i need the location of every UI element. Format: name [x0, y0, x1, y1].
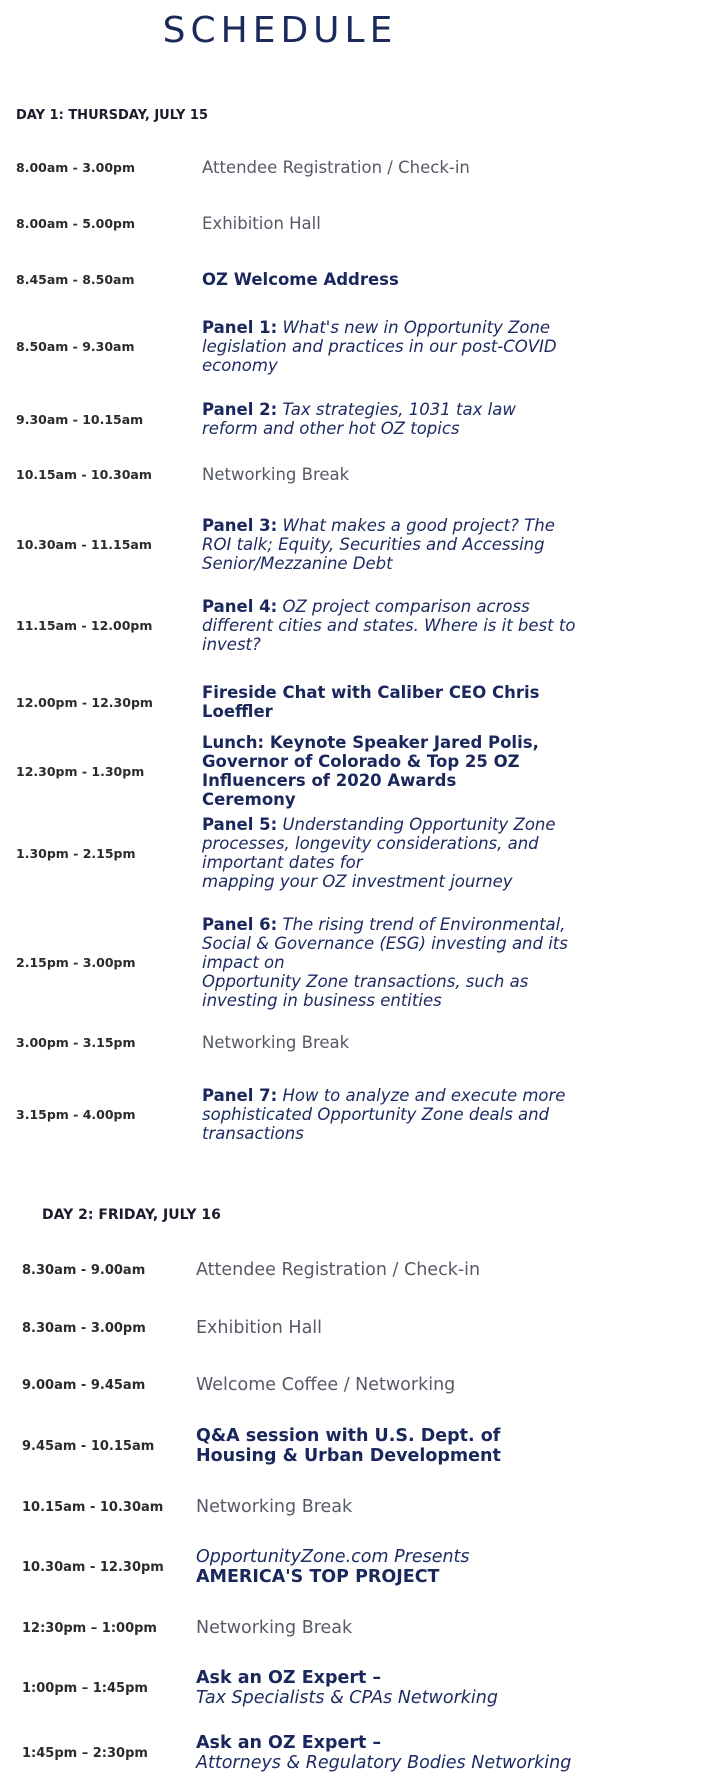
row-time: 3.00pm - 3.15pm: [16, 1035, 136, 1050]
schedule-row: [22, 1260, 642, 1280]
panel-description: OZ project comparison across different cities and states. Where is it best to invest?: [202, 597, 576, 654]
row-time: 10.15am - 10.30am: [16, 467, 152, 482]
row-time: 8.30am - 3.00pm: [22, 1320, 146, 1336]
row-time: 11.15am - 12.00pm: [16, 618, 153, 633]
row-time: 12.30pm - 1.30pm: [16, 763, 145, 779]
schedule-row: [22, 1426, 642, 1466]
schedule-row: [22, 1668, 642, 1708]
row-activity: Networking Break: [202, 1033, 350, 1052]
schedule-row: [22, 1547, 642, 1587]
row-activity: Networking Break: [196, 1497, 353, 1517]
schedule-row: [22, 1318, 642, 1338]
row-activity: Attendee Registration / Check-in: [196, 1260, 481, 1280]
row-activity: [202, 815, 582, 891]
row-activity: [196, 1733, 596, 1773]
expert-label: Ask an OZ Expert –: [196, 1668, 382, 1688]
schedule-row: [16, 1086, 636, 1143]
panel-description: How to analyze and execute more sophisticated Opportunity Zone deals and transactions: [202, 1086, 566, 1143]
row-activity: [196, 1668, 576, 1708]
row-activity: Networking Break: [196, 1618, 353, 1638]
row-activity: Q&A session with U.S. Dept. of Housing & Urban Development: [196, 1426, 501, 1466]
row-activity: Fireside Chat with Caliber CEO Chris Loeffler: [202, 683, 540, 721]
row-time: 10.30am - 12.30pm: [22, 1559, 164, 1575]
row-time: 10.15am - 10.30am: [22, 1499, 164, 1515]
expert-description: Attorneys & Regulatory Bodies Networking: [196, 1753, 572, 1773]
schedule-row: [22, 1375, 642, 1395]
panel-label: Panel 4:: [202, 597, 278, 616]
panel-label: Panel 2:: [202, 400, 278, 419]
schedule-row: [16, 158, 636, 177]
row-activity: [202, 597, 577, 654]
top-project-label: AMERICA'S TOP PROJECT: [196, 1567, 440, 1587]
schedule-row: [16, 733, 636, 809]
panel-description: The rising trend of Environmental, Social & Governance (ESG) investing and its impact on: [202, 915, 568, 972]
schedule-row: [22, 1497, 642, 1517]
row-time: 8.50am - 9.30am: [16, 339, 135, 354]
row-time: 12.00pm - 12.30pm: [16, 694, 153, 710]
row-activity: [196, 1547, 576, 1587]
panel-label: Panel 3:: [202, 516, 278, 535]
schedule-row: [16, 400, 636, 438]
row-activity: Exhibition Hall: [202, 214, 321, 233]
row-activity: [202, 318, 582, 375]
panel-description: Tax strategies, 1031 tax law reform and other hot OZ topics: [202, 400, 516, 438]
expert-label: Ask an OZ Expert –: [196, 1733, 382, 1753]
panel-label: Panel 1:: [202, 318, 278, 337]
schedule-row: [16, 270, 636, 289]
row-time: 8.00am - 3.00pm: [16, 160, 136, 175]
panel-description-cont: mapping your OZ investment journey: [202, 872, 513, 891]
row-activity: Attendee Registration / Check-in: [202, 158, 470, 177]
row-activity: [202, 400, 574, 438]
schedule-row: [22, 1618, 642, 1638]
row-time: 1:00pm – 1:45pm: [22, 1680, 148, 1696]
schedule-row: [16, 465, 636, 484]
row-activity: Lunch: Keynote Speaker Jared Polis, Governor of Colorado & Top 25 OZ Influencers of 2020 Awards Ceremony: [202, 733, 539, 809]
day1-heading: DAY 1: THURSDAY, JULY 15: [16, 108, 209, 123]
row-activity: [202, 915, 587, 1010]
row-time: 2.15pm - 3.00pm: [16, 955, 136, 970]
page-title: SCHEDULE: [162, 10, 398, 51]
schedule-row: [16, 597, 636, 654]
row-time: 12:30pm – 1:00pm: [22, 1620, 157, 1636]
schedule-row: [16, 516, 636, 573]
row-activity: [202, 1086, 587, 1143]
row-time: 9.45am - 10.15am: [22, 1438, 155, 1454]
row-activity: Exhibition Hall: [196, 1318, 323, 1338]
row-time: 3.15pm - 4.00pm: [16, 1107, 136, 1122]
row-time: 1:45pm – 2:30pm: [22, 1745, 148, 1761]
panel-description-cont: Opportunity Zone transactions, such as investing in business entities: [202, 972, 529, 1010]
panel-label: Panel 7:: [202, 1086, 278, 1105]
row-activity: OZ Welcome Address: [202, 270, 399, 289]
panel-description: What makes a good project? The ROI talk; Equity, Securities and Accessing Senior/Mezzanine Debt: [202, 516, 555, 573]
schedule-row: [16, 1033, 636, 1052]
schedule-row: [16, 683, 636, 721]
panel-label: Panel 6:: [202, 915, 278, 934]
schedule-row: [16, 815, 636, 891]
schedule-row: [16, 915, 636, 1010]
row-activity: Welcome Coffee / Networking: [196, 1375, 456, 1395]
row-time: 8.45am - 8.50am: [16, 272, 135, 287]
row-time: 8.30am - 9.00am: [22, 1262, 146, 1278]
panel-label: Panel 5:: [202, 815, 278, 834]
schedule-row: [16, 318, 636, 375]
row-activity: [202, 516, 572, 573]
schedule-row: [22, 1733, 642, 1773]
panel-description: Understanding Opportunity Zone processes, longevity considerations, and important dates for: [202, 815, 556, 872]
row-activity: Networking Break: [202, 465, 350, 484]
row-time: 8.00am - 5.00pm: [16, 216, 136, 231]
panel-description: What's new in Opportunity Zone legislation and practices in our post-COVID economy: [202, 318, 557, 375]
presents-text: OpportunityZone.com Presents: [196, 1547, 470, 1567]
row-time: 9.00am - 9.45am: [22, 1377, 146, 1393]
expert-description: Tax Specialists & CPAs Networking: [196, 1688, 498, 1708]
row-time: 10.30am - 11.15am: [16, 537, 152, 552]
day2-heading: DAY 2: FRIDAY, JULY 16: [42, 1207, 221, 1223]
row-time: 9.30am - 10.15am: [16, 411, 144, 427]
row-time: 1.30pm - 2.15pm: [16, 845, 136, 861]
schedule-row: [16, 214, 636, 233]
